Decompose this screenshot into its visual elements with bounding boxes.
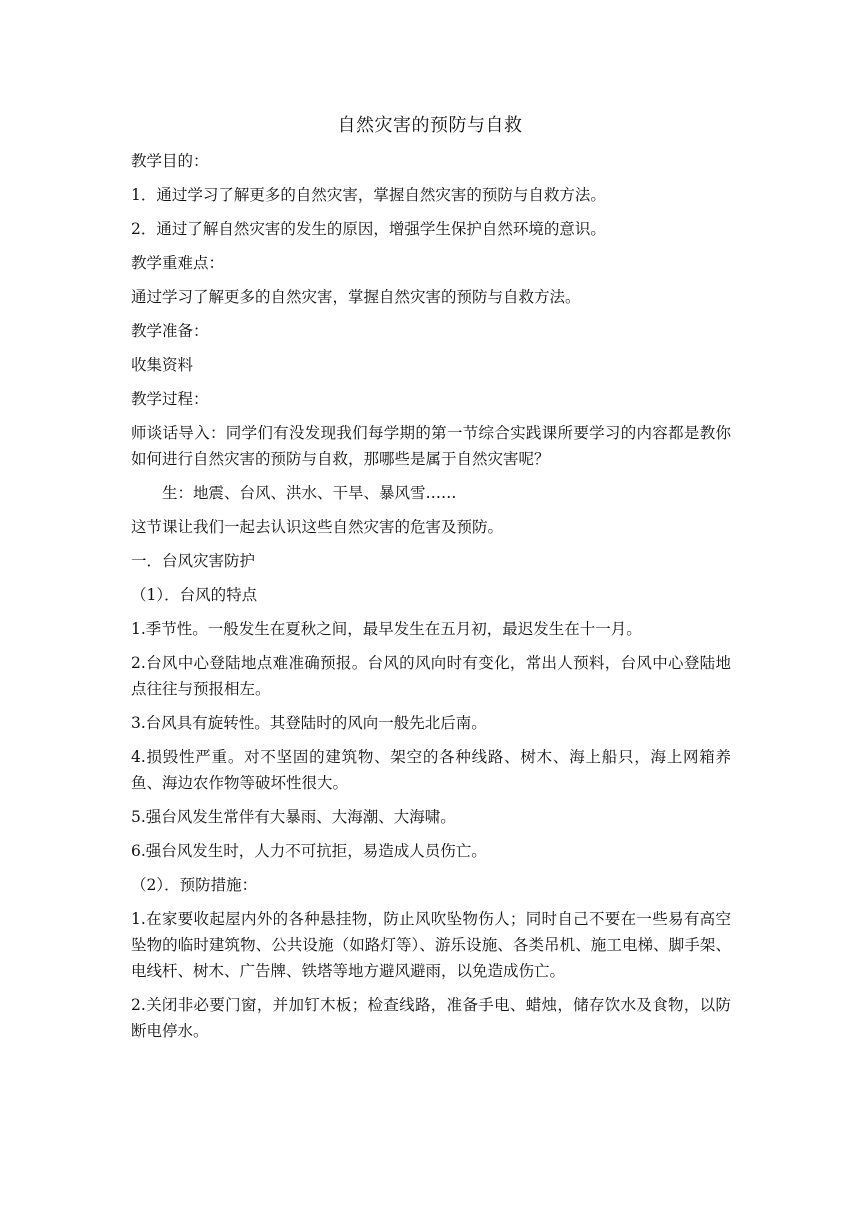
section-heading-key-points: 教学重难点： bbox=[131, 254, 225, 272]
lesson-intro-paragraph: 这节课让我们一起去认识这些自然灾害的危害及预防。 bbox=[131, 518, 504, 536]
subheading-typhoon-features: （1）．台风的特点 bbox=[131, 586, 258, 604]
prevention-measure-item: 1.在家要收起屋内外的各种悬挂物，防止风吹坠物伤人；同时自己不要在一些易有高空坠物的临时建筑物、公共设施（如路灯等）、游乐设施、各类吊机、施工电梯、脚手架、电线杆、树木、广告牌、铁塔等地方避风避雨，以免造成伤亡。 bbox=[131, 910, 731, 980]
teacher-intro-paragraph: 师谈话导入：同学们有没发现我们每学期的第一节综合实践课所要学习的内容都是教你如何进行自然灾害的预防与自救，那哪些是属于自然灾害呢？ bbox=[131, 424, 731, 468]
preparation-text: 收集资料 bbox=[131, 356, 194, 374]
section-heading-preparation: 教学准备： bbox=[131, 322, 209, 340]
document-title: 自然灾害的预防与自救 bbox=[337, 115, 523, 136]
objective-item: 1．通过学习了解更多的自然灾害，掌握自然灾害的预防与自救方法。 bbox=[131, 186, 606, 204]
prevention-measure-item: 2.关闭非必要门窗，并加钉木板；检查线路，准备手电、蜡烛，储存饮水及食物，以防断电停水。 bbox=[131, 996, 731, 1040]
typhoon-feature-item: 3.台风具有旋转性。其登陆时的风向一般先北后南。 bbox=[131, 714, 487, 732]
subheading-prevention-measures: （2）．预防措施： bbox=[131, 876, 258, 894]
section-heading-objectives: 教学目的： bbox=[131, 152, 209, 170]
typhoon-feature-item: 4.损毁性严重。对不坚固的建筑物、架空的各种线路、树木、海上船只，海上网箱养鱼、海边农作物等破坏性很大。 bbox=[131, 748, 731, 792]
typhoon-feature-item: 1.季节性。一般发生在夏秋之间，最早发生在五月初，最迟发生在十一月。 bbox=[131, 620, 642, 638]
document-body bbox=[131, 148, 731, 1052]
section-heading-process: 教学过程： bbox=[131, 390, 209, 408]
typhoon-feature-item: 5.强台风发生常伴有大暴雨、大海潮、大海啸。 bbox=[131, 808, 456, 826]
student-answer-paragraph: 生：地震、台风、洪水、干旱、暴风雪…… bbox=[162, 484, 457, 502]
key-points-text: 通过学习了解更多的自然灾害，掌握自然灾害的预防与自救方法。 bbox=[131, 288, 581, 306]
section-heading-typhoon: 一．台风灾害防护 bbox=[131, 552, 256, 570]
typhoon-feature-item: 6.强台风发生时，人力不可抗拒，易造成人员伤亡。 bbox=[131, 842, 487, 860]
typhoon-feature-item: 2.台风中心登陆地点难准确预报。台风的风向时有变化，常出人预料，台风中心登陆地点往往与预报相左。 bbox=[131, 654, 731, 698]
objective-item: 2．通过了解自然灾害的发生的原因，增强学生保护自然环境的意识。 bbox=[131, 220, 606, 238]
